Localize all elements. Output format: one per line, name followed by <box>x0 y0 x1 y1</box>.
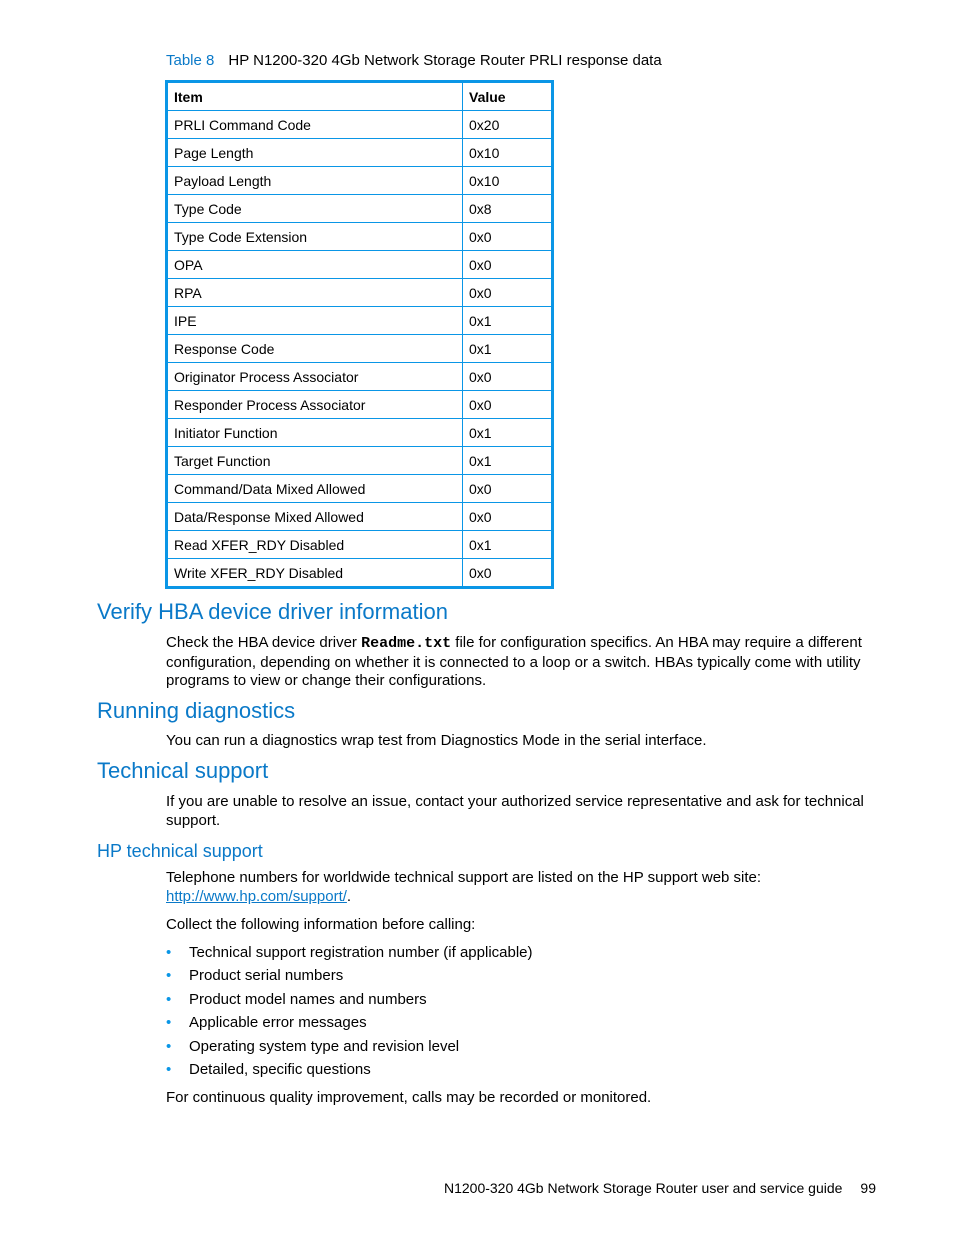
table-row <box>167 279 553 307</box>
table-row <box>167 531 553 559</box>
value-cell: 0x0 <box>463 503 553 531</box>
heading-hp-technical-support: HP technical support <box>97 841 263 861</box>
hpsupport-paragraph <box>166 869 876 906</box>
item-cell: Read XFER_RDY Disabled <box>167 531 463 559</box>
item-cell: Responder Process Associator <box>167 391 463 419</box>
techsupport-paragraph: If you are unable to resolve an issue, contact your authorized service representative and ask for technical support. <box>166 793 864 829</box>
list-item-text: Operating system type and revision level <box>189 1037 460 1055</box>
value-cell: 0x1 <box>463 307 553 335</box>
list-item <box>166 966 533 989</box>
item-cell: IPE <box>167 307 463 335</box>
item-cell: OPA <box>167 251 463 279</box>
item-cell: PRLI Command Code <box>167 111 463 139</box>
list-item-text: Product model names and numbers <box>189 990 427 1008</box>
table-row <box>167 223 553 251</box>
value-cell: 0x0 <box>463 475 553 503</box>
bullet-icon: • <box>166 944 172 961</box>
item-cell: Type Code Extension <box>167 223 463 251</box>
table-row <box>167 335 553 363</box>
value-cell: 0x1 <box>463 531 553 559</box>
item-cell: Data/Response Mixed Allowed <box>167 503 463 531</box>
table-row <box>167 139 553 167</box>
readme-filename: Readme.txt <box>361 635 452 652</box>
footer-title: N1200-320 4Gb Network Storage Router user and service guide <box>443 1180 843 1196</box>
bullet-icon: • <box>166 1014 172 1032</box>
item-cell: Originator Process Associator <box>167 363 463 391</box>
list-item <box>166 943 533 966</box>
item-cell: Type Code <box>167 195 463 223</box>
value-cell: 0x10 <box>463 167 553 195</box>
table-row <box>167 447 553 475</box>
page-footer <box>400 1178 876 1198</box>
list-item <box>166 1060 533 1083</box>
diagnostics-paragraph: You can run a diagnostics wrap test from Diagnostics Mode in the serial interface. <box>166 732 707 749</box>
list-item-text: Technical support registration number (if applicable) <box>189 944 533 961</box>
closing-paragraph: For continuous quality improvement, calls may be recorded or monitored. <box>166 1089 652 1106</box>
table-row <box>167 307 553 335</box>
item-cell: Response Code <box>167 335 463 363</box>
info-checklist <box>166 943 533 1083</box>
table-caption-label: Table 8 <box>166 52 215 69</box>
table-row <box>167 167 553 195</box>
value-cell: 0x0 <box>463 391 553 419</box>
bullet-icon: • <box>166 1060 172 1078</box>
value-cell: 0x1 <box>463 419 553 447</box>
table-row <box>167 111 553 139</box>
table-header-row <box>167 82 553 111</box>
value-cell: 0x1 <box>463 335 553 363</box>
value-cell: 0x10 <box>463 139 553 167</box>
table-caption-text: HP N1200-320 4Gb Network Storage Router PRLI response data <box>228 52 662 69</box>
page-number: 99 <box>860 1180 876 1196</box>
bullet-icon: • <box>166 967 172 985</box>
list-item <box>166 990 533 1013</box>
verify-paragraph <box>166 634 876 691</box>
heading-verify-hba: Verify HBA device driver information <box>97 599 448 624</box>
verify-text-before: Check the HBA device driver <box>166 634 362 651</box>
table-row <box>167 419 553 447</box>
value-cell: 0x20 <box>463 111 553 139</box>
collect-paragraph: Collect the following information before calling: <box>166 916 476 933</box>
value-cell: 0x8 <box>463 195 553 223</box>
item-cell: Initiator Function <box>167 419 463 447</box>
table-row <box>167 475 553 503</box>
value-cell: 0x0 <box>463 363 553 391</box>
bullet-icon: • <box>166 990 172 1008</box>
link-suffix: . <box>346 887 352 905</box>
list-item-text: Applicable error messages <box>189 1014 367 1032</box>
table-row <box>167 559 553 588</box>
hp-support-link[interactable]: http://www.hp.com/support/ <box>166 887 347 905</box>
table-row <box>167 391 553 419</box>
item-cell: Page Length <box>167 139 463 167</box>
table-row <box>167 195 553 223</box>
item-cell: Target Function <box>167 447 463 475</box>
item-cell: Command/Data Mixed Allowed <box>167 475 463 503</box>
verify-text-after: file for configuration specifics. An HBA may require a different configuration, depending on whether it is connected to a loop or a switch. HBAs typically come with utility programs to view or change their configurations. <box>166 634 862 689</box>
hpsupport-text: Telephone numbers for worldwide technical support are listed on the HP support web site: <box>166 869 762 886</box>
prli-response-table <box>165 80 554 589</box>
table-caption <box>166 51 662 71</box>
item-cell: Payload Length <box>167 167 463 195</box>
column-header-item: Item <box>167 82 463 111</box>
value-cell: 0x1 <box>463 447 553 475</box>
list-item-text: Product serial numbers <box>189 967 344 985</box>
table-row <box>167 363 553 391</box>
value-cell: 0x0 <box>463 559 553 588</box>
item-cell: Write XFER_RDY Disabled <box>167 559 463 588</box>
table-row <box>167 251 553 279</box>
item-cell: RPA <box>167 279 463 307</box>
list-item <box>166 1013 533 1036</box>
list-item <box>166 1037 533 1060</box>
column-header-value: Value <box>463 82 553 111</box>
value-cell: 0x0 <box>463 223 553 251</box>
value-cell: 0x0 <box>463 251 553 279</box>
value-cell: 0x0 <box>463 279 553 307</box>
heading-running-diagnostics: Running diagnostics <box>97 698 296 723</box>
list-item-text: Detailed, specific questions <box>189 1060 371 1078</box>
table-row <box>167 503 553 531</box>
bullet-icon: • <box>166 1037 172 1055</box>
heading-technical-support: Technical support <box>97 758 269 783</box>
